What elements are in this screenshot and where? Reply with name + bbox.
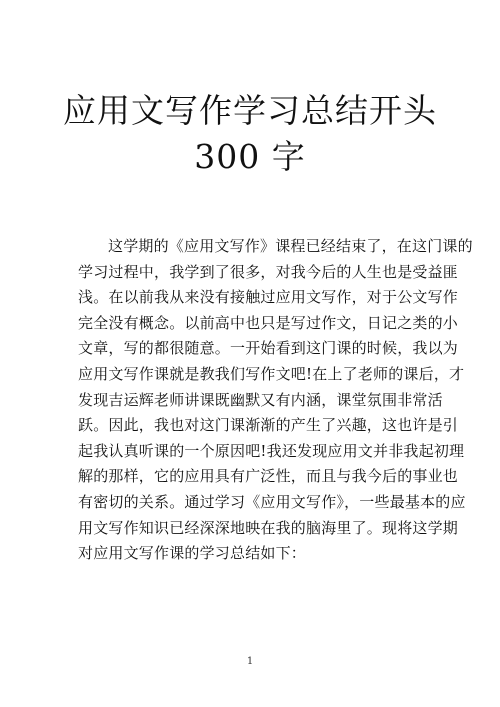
title-line-1: 应用文写作学习总结开头	[63, 91, 437, 130]
body-line: 完全没有概念。以前高中也只是写过作文，日记之类的小	[78, 313, 459, 332]
body-line: 应用文写作课就是教我们写作文吧!在上了老师的课后，才	[78, 364, 465, 383]
body-line: 用文写作知识已经深深地映在我的脑海里了。现将这学期	[78, 518, 459, 537]
page-number: 1	[246, 656, 254, 667]
body-line: 解的那样，它的应用具有广泛性，而且与我今后的事业也	[78, 467, 459, 486]
body-line: 起我认真听课的一个原因吧!我还发现应用文并非我起初理	[78, 441, 465, 460]
body-line: 浅。在以前我从来没有接触过应用文写作，对于公文写作	[78, 288, 459, 307]
title-line-2: 300 字	[194, 137, 306, 176]
document-title	[0, 88, 500, 180]
body-line: 对应用文写作课的学习总结如下：	[78, 544, 307, 563]
body-line: 学习过程中，我学到了很多，对我今后的人生也是受益匪	[78, 262, 459, 281]
body-line: 跃。因此，我也对这门课渐渐的产生了兴趣，这也许是引	[78, 416, 459, 435]
body-line: 这学期的《应用文写作》课程已经结束了，在这门课的	[108, 237, 473, 255]
body-line: 有密切的关系。通过学习《应用文写作》，一些最基本的应	[78, 492, 466, 511]
body-paragraph	[78, 234, 473, 567]
body-line: 文章，写的都很随意。一开始看到这门课的时候，我以为	[78, 339, 459, 358]
body-line: 发现吉运辉老师讲课既幽默又有内涵，课堂氛围非常活	[78, 390, 443, 409]
